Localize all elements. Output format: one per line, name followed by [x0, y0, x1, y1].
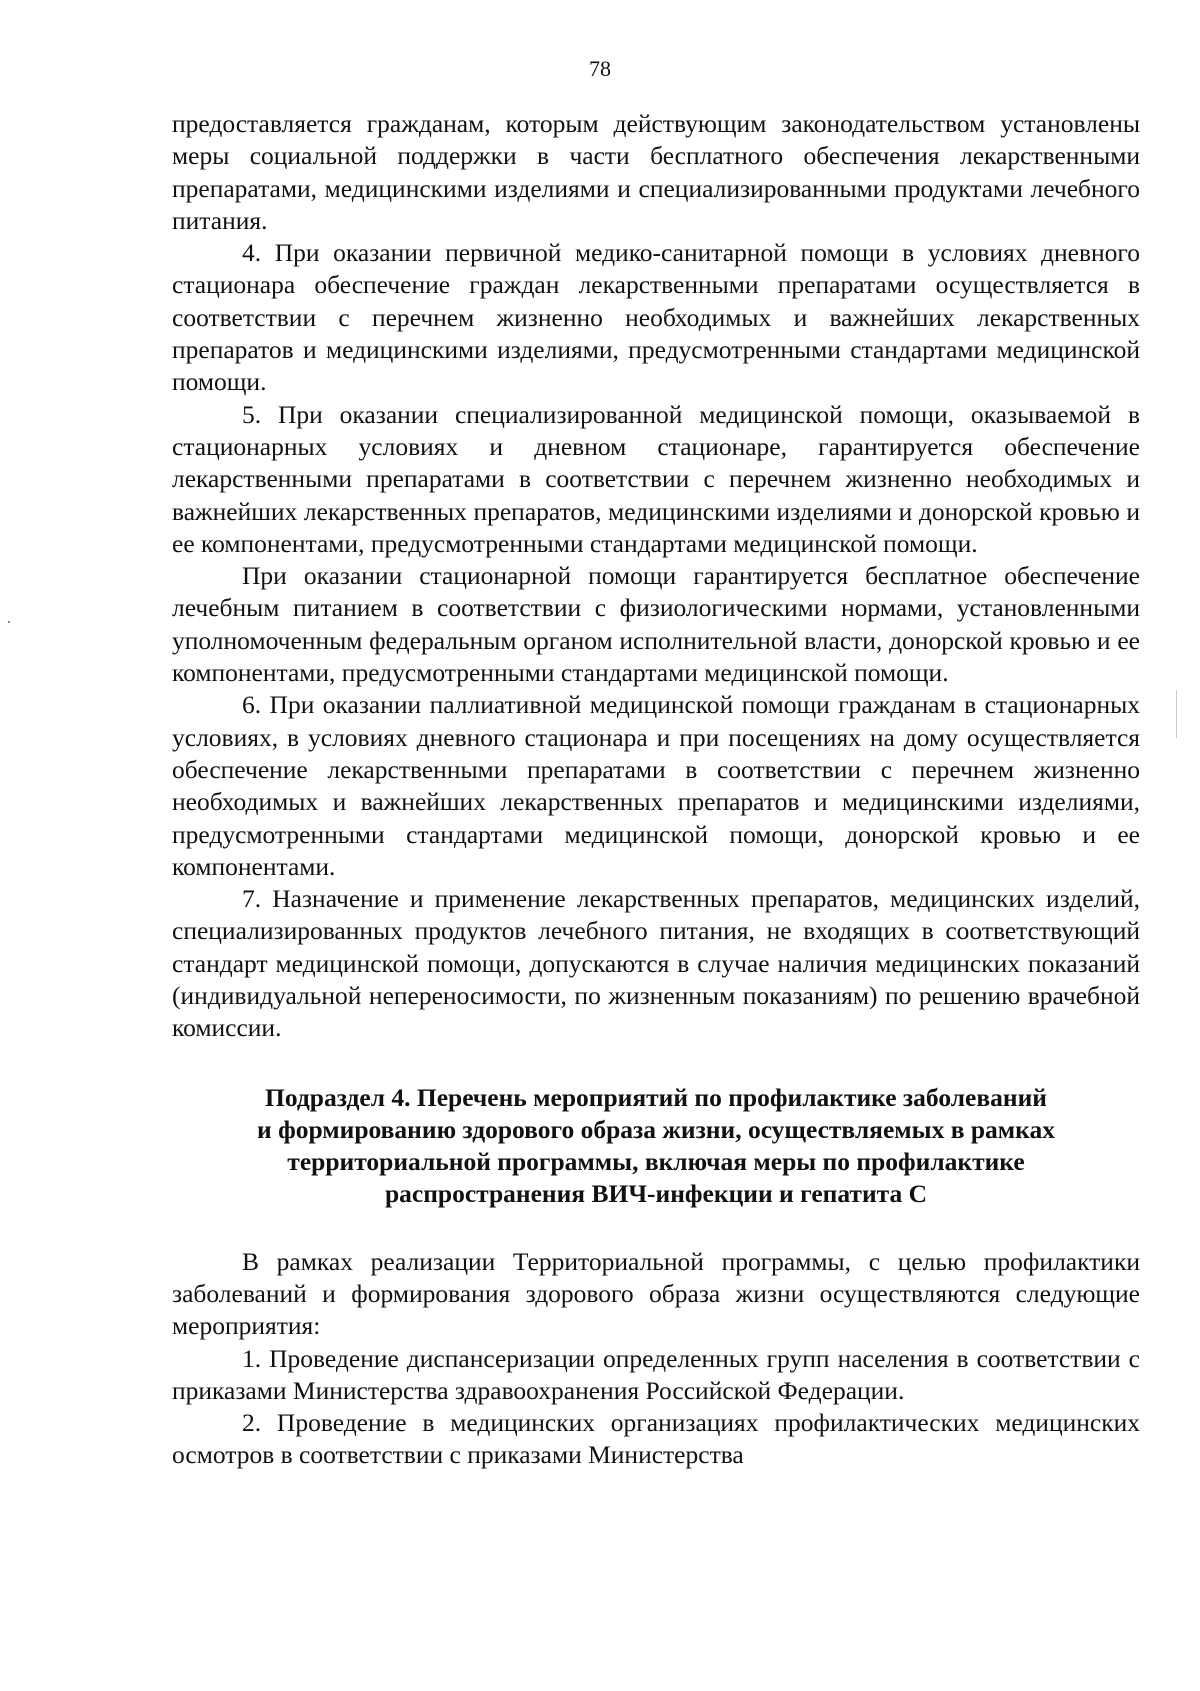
paragraph-item-6: 6. При оказании паллиативной медицинской помощи гражданам в стационарных условиях, в условиях дневного стационара и при посещениях на дому осуществляется обеспечение лекарственными препаратами в соответствии с перечнем жизненно необходимых и важнейших лекарственных препаратов и медицинскими изделиями, предусмотренными стандартами медицинской помощи, донорской кровью и ее компонентами. [172, 690, 1140, 881]
scan-artifact-line [1176, 690, 1177, 738]
section-heading-line: распространения ВИЧ-инфекции и гепатита С [384, 1178, 928, 1208]
section-heading-line: территориальной программы, включая меры по профилактике [287, 1146, 1025, 1176]
paragraph: При оказании стационарной помощи гарантируется бесплатное обеспечение лечебным питанием в соответствии с физиологическими нормами, установленными уполномоченным федеральным органом исполнительной власти, донорской кровью и ее компонентами, предусмотренными стандартами медицинской помощи. [172, 561, 1140, 688]
paragraph-item-4: 4. При оказании первичной медико-санитарной помощи в условиях дневного стационара обеспечение граждан лекарственными препаратами осуществляется в соответствии с перечнем жизненно необходимых и важнейших лекарственных препаратов и медицинскими изделиями, предусмотренными стандартами медицинской помощи. [172, 238, 1140, 397]
paragraph-item-2: 2. Проведение в медицинских организациях профилактических медицинских осмотров в соответствии с приказами Министерства [172, 1408, 1140, 1470]
paragraph: предоставляется гражданам, которым действующим законодательством установлены меры социальной поддержки в части бесплатного обеспечения лекарственными препаратами, медицинскими изделиями и специализированными продуктами лечебного питания. [172, 109, 1140, 235]
paragraph-item-7: 7. Назначение и применение лекарственных препаратов, медицинских изделий, специализированных продуктов лечебного питания, не входящих в соответствующий стандарт медицинской помощи, допускаются в случае наличия медицинских показаний (индивидуальной непереносимости, по жизненным показаниям) по решению врачебной комиссии. [172, 884, 1140, 1043]
section-heading-line: и формированию здорового образа жизни, осуществляемых в рамках [257, 1114, 1055, 1144]
section-heading [172, 1082, 1140, 1210]
scan-artifact-dot [8, 621, 10, 623]
paragraph-item-5: 5. При оказании специализированной медицинской помощи, оказываемой в стационарных условиях и дневном стационаре, гарантируется обеспечение лекарственными препаратами в соответствии с перечнем жизненно необходимых и важнейших лекарственных препаратов, медицинскими изделиями и донорской кровью и ее компонентами, предусмотренными стандартами медицинской помощи. [172, 399, 1140, 558]
section-heading-line: Подраздел 4. Перечень мероприятий по профилактике заболеваний [265, 1082, 1047, 1112]
document-body [172, 108, 1140, 1472]
paragraph-item-1: 1. Проведение диспансеризации определенных групп населения в соответствии с приказами Министерства здравоохранения Российской Федерации. [172, 1343, 1140, 1405]
paragraph: В рамках реализации Территориальной программы, с целью профилактики заболеваний и формирования здорового образа жизни осуществляются следующие мероприятия: [172, 1246, 1140, 1341]
page-number: 78 [589, 56, 611, 81]
